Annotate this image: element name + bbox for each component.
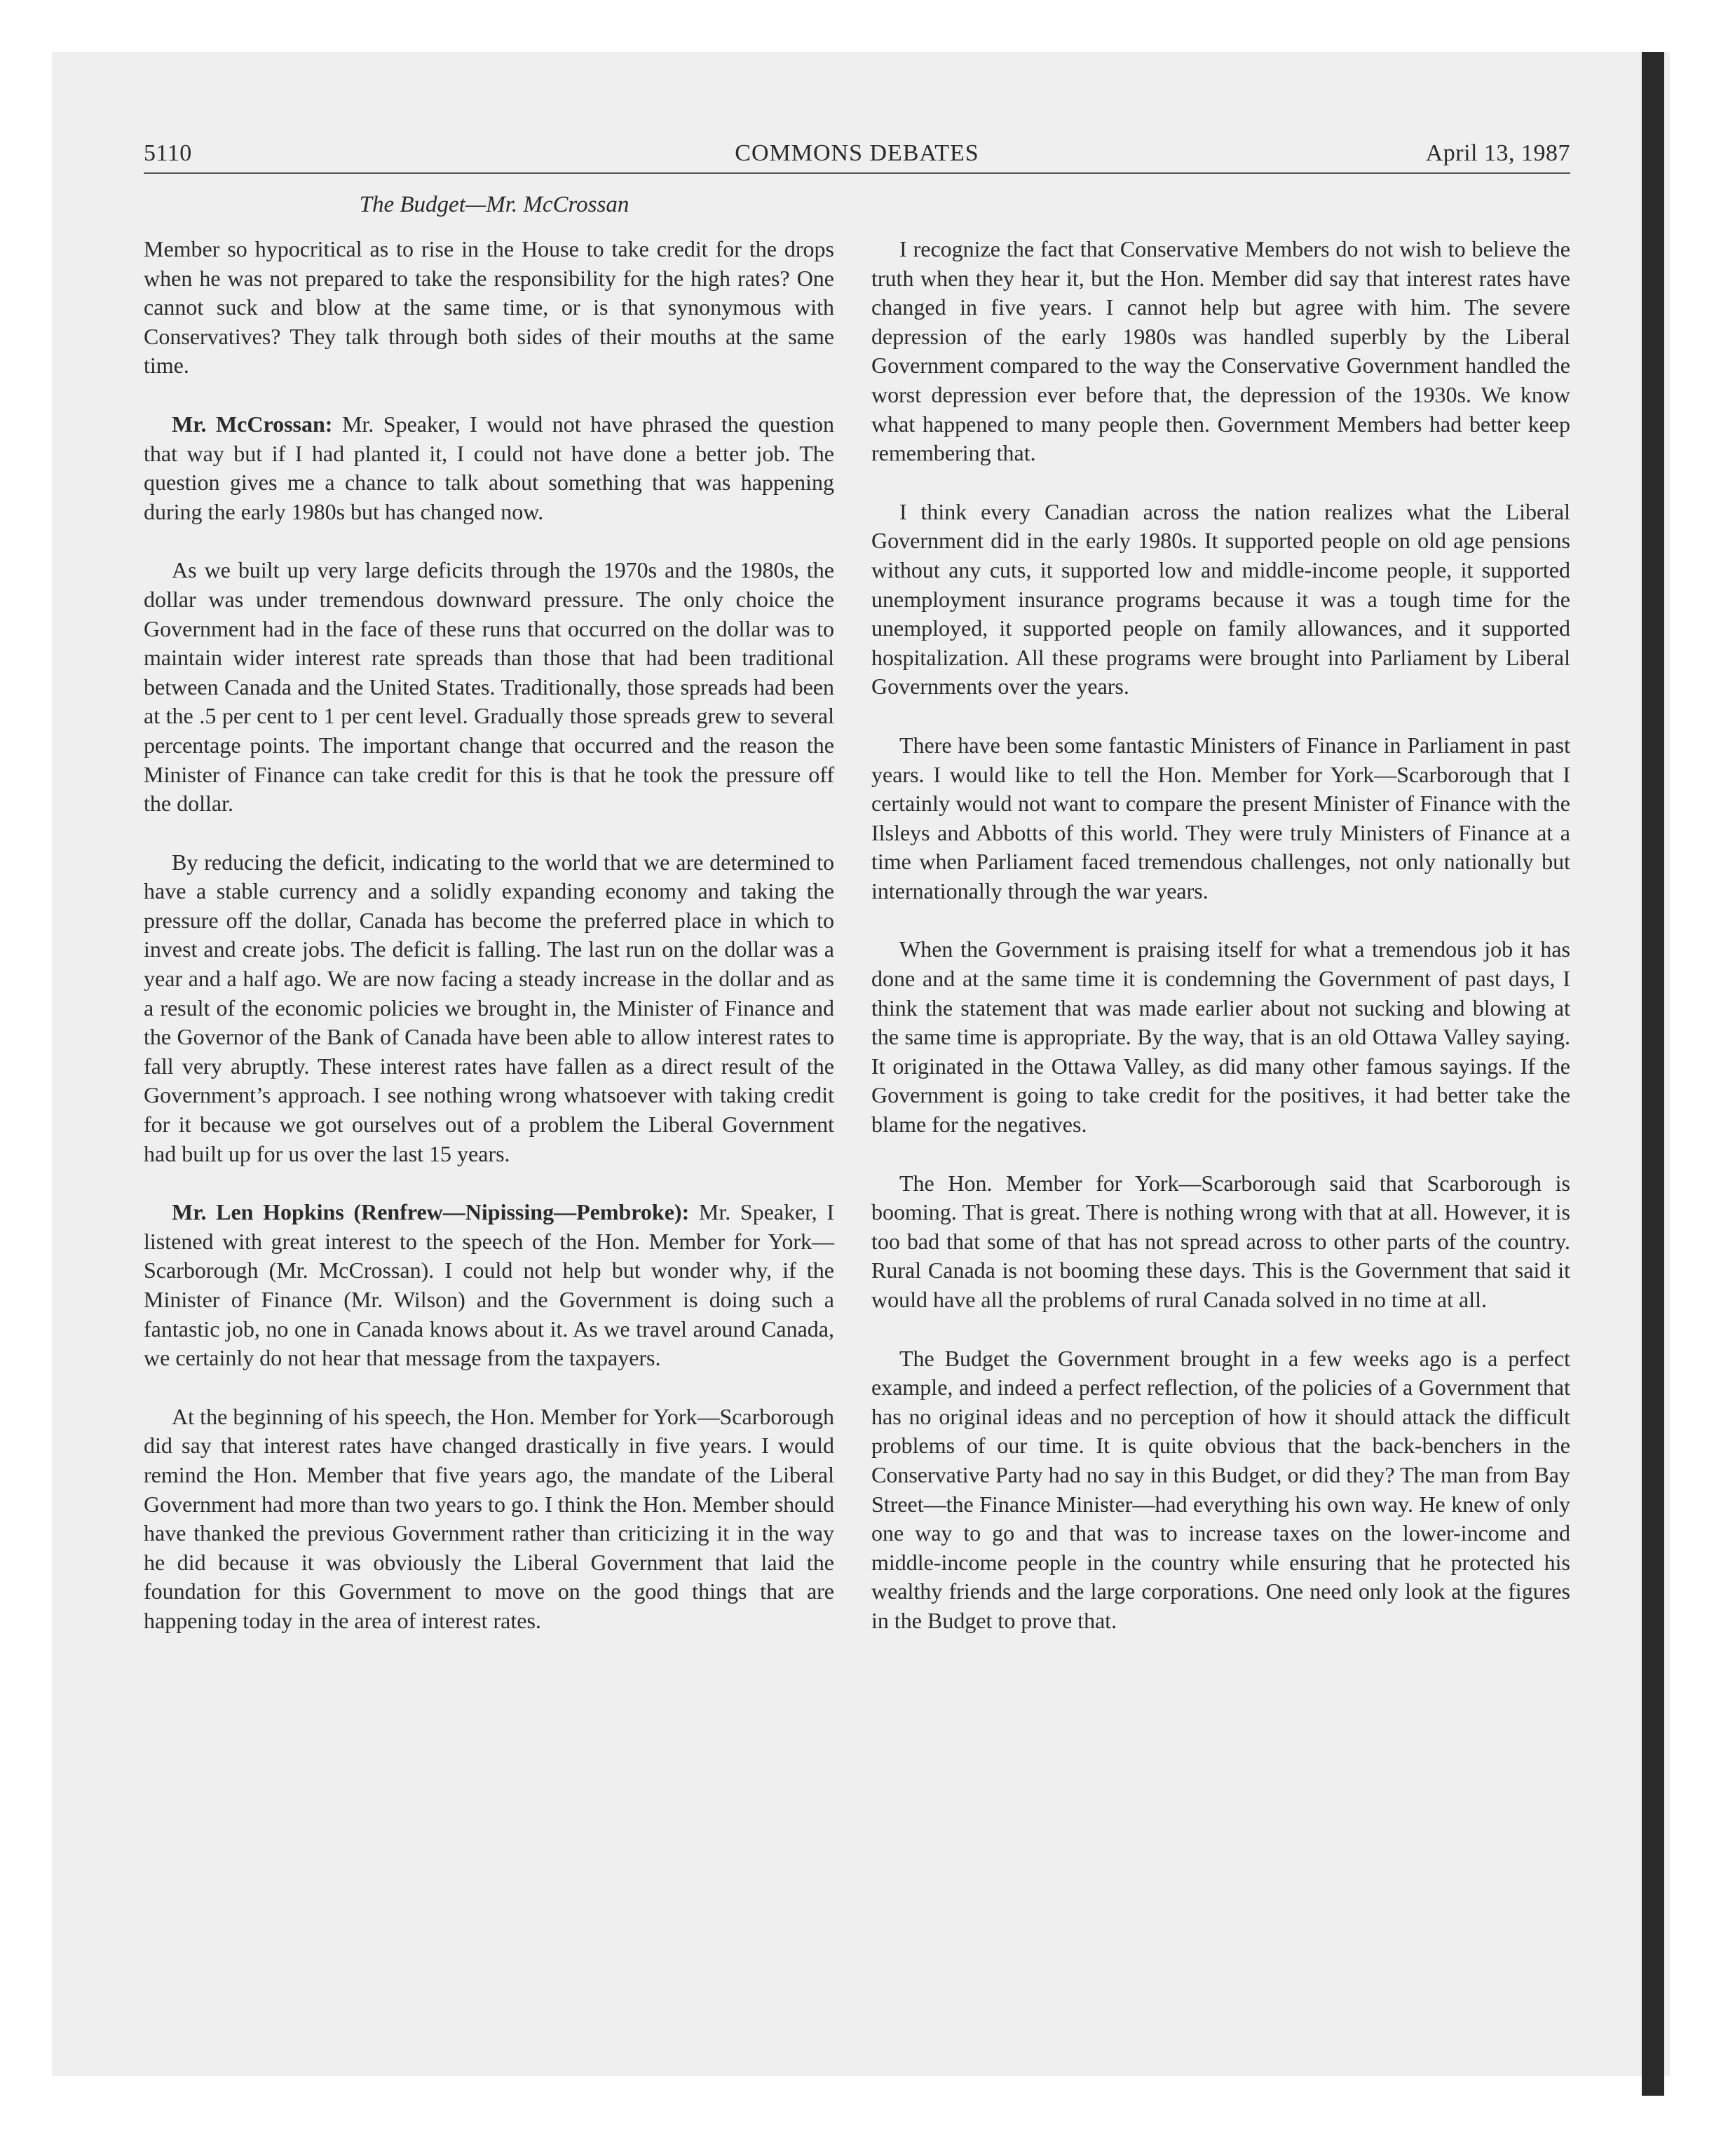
- paragraph: [144, 1198, 834, 1373]
- paragraph-text: The Budget the Government brought in a few weeks ago is a perfect example, and indeed a perfect reflection, of the policies of a Government that has no original ideas and no perception of how it should attack the difficult problems of our time. It is quite obvious that the back-benchers in the Conservative Party had no say in this Budget, or did they? The man from Bay Street—the Finance Minister—had everything his own way. He knew of only one way to go and that was to increase taxes on the lower-income and middle-income people in the country while ensuring that he protected his wealthy friends and the large corporations. One need only look at the figures in the Budget to prove that.: [871, 1345, 1570, 1633]
- paragraph-text: By reducing the deficit, indicating to the world that we are determined to have a stable currency and a solidly expanding economy and taking the pressure off the dollar, Canada has become the preferred place in which to invest and create jobs. The deficit is falling. The last run on the dollar was a year and a half ago. We are now facing a steady increase in the dollar and as a result of the economic policies we brought in, the Minister of Finance and the Governor of the Bank of Canada have been able to allow interest rates to fall very abruptly. These interest rates have fallen as a direct result of the Government’s approach. I see nothing wrong whatsoever with taking credit for it because we got ourselves out of a problem the Liberal Government had built up for us over the last 15 years.: [144, 849, 834, 1166]
- paragraph: [144, 556, 834, 818]
- paragraph: [144, 410, 834, 526]
- page-number: 5110: [144, 140, 192, 166]
- paragraph: [144, 848, 834, 1169]
- paragraph: [871, 935, 1570, 1139]
- paragraph-text: The Hon. Member for York—Scarborough said that Scarborough is booming. That is great. There is nothing wrong with that at all. However, it is too bad that some of that has not spread across to other parts of the country. Rural Canada is not booming these days. This is the Government that said it would have all the problems of rural Canada solved in no time at all.: [871, 1170, 1570, 1312]
- right-column: [871, 235, 1570, 1665]
- paragraph-text: Mr. Speaker, I listened with great interest to the speech of the Hon. Member for York—Scarborough (Mr. McCrossan). I could not help but wonder why, if the Minister of Finance (Mr. Wilson) and the Government is doing such a fantastic job, no one in Canada knows about it. As we travel around Canada, we certainly do not hear that message from the taxpayers.: [144, 1199, 835, 1371]
- paragraph-text: There have been some fantastic Ministers of Finance in Parliament in past years. I would like to tell the Hon. Member for York—Scarborough that I certainly would not want to compare the present Minister of Finance with the Ilsleys and Abbotts of this world. They were truly Ministers of Finance at a time when Parliament faced tremendous challenges, not only nationally but internationally through the war years.: [871, 732, 1570, 903]
- paragraph: [871, 731, 1570, 906]
- running-head: The Budget—Mr. McCrossan: [359, 192, 630, 217]
- paragraph: [144, 235, 834, 381]
- speaker-name: Mr. McCrossan:: [172, 411, 333, 437]
- page-header: [144, 137, 1570, 174]
- publication-title: COMMONS DEBATES: [735, 140, 979, 166]
- publication-date: April 13, 1987: [1425, 140, 1570, 166]
- paragraph-text: As we built up very large deficits through the 1970s and the 1980s, the dollar was under tremendous downward pressure. The only choice the Government had in the face of these runs that occurred on the dollar was to maintain wider interest rate spreads than those that had been traditional between Canada and the United States. Traditionally, those spreads had been at the .5 per cent to 1 per cent level. Gradually those spreads grew to several percentage points. The important change that occurred and the reason the Minister of Finance can take credit for this is that he took the pressure off the dollar.: [144, 557, 834, 817]
- paragraph-text: At the beginning of his speech, the Hon. Member for York—Scarborough did say that interest rates have changed drastically in five years. I would remind the Hon. Member that five years ago, the mandate of the Liberal Government had more than two years to go. I think the Hon. Member should have thanked the previous Government rather than criticizing it in the way he did because it was obviously the Liberal Government that laid the foundation for this Government to move on the good things that are happening today in the area of interest rates.: [144, 1403, 834, 1633]
- paragraph-text: Member so hypocritical as to rise in the House to take credit for the drops when he was not prepared to take the responsibility for the high rates? One cannot suck and blow at the same time, or is that synonymous with Conservatives? They talk through both sides of their mouths at the same time.: [144, 236, 834, 378]
- speaker-name: Mr. Len Hopkins (Renfrew—Nipissing—Pembroke):: [172, 1199, 690, 1225]
- paragraph-text: I recognize the fact that Conservative Members do not wish to believe the truth when they hear it, but the Hon. Member did say that interest rates have changed in five years. I cannot help but agree with him. The severe depression of the early 1980s was handled superbly by the Liberal Government compared to the way the Conservative Government handled the worst depression ever before that, the depression of the 1930s. We know what happened to many people then. Government Members had better keep remembering that.: [871, 236, 1570, 466]
- paragraph: [871, 1169, 1570, 1315]
- paragraph-text: I think every Canadian across the nation realizes what the Liberal Government did in the early 1980s. It supported people on old age pensions without any cuts, it supported low and middle-income people, it supported unemployment insurance programs because it was a tough time for the unemployed, it supported people on family allowances, and it supported hospitalization. All these programs were brought into Parliament by Liberal Governments over the years.: [871, 498, 1570, 700]
- paragraph: [871, 235, 1570, 468]
- paragraph-text: When the Government is praising itself for what a tremendous job it has done and at the same time it is condemning the Government of past days, I think the statement that was made earlier about not sucking and blowing at the same time is appropriate. By the way, that is an old Ottawa Valley saying. It originated in the Ottawa Valley, as did many other famous sayings. If the Government is going to take credit for the positives, it had better take the blame for the negatives.: [871, 936, 1570, 1138]
- scan-edge-bar: [1642, 52, 1664, 2096]
- paragraph-text: Mr. Speaker, I would not have phrased the question that way but if I had planted it, I could not have done a better job. The question gives me a chance to talk about something that was happening during the early 1980s but has changed now.: [144, 411, 835, 524]
- paragraph: [871, 1344, 1570, 1636]
- left-column: [144, 235, 834, 1665]
- paragraph: [144, 1403, 834, 1636]
- paragraph: [871, 498, 1570, 702]
